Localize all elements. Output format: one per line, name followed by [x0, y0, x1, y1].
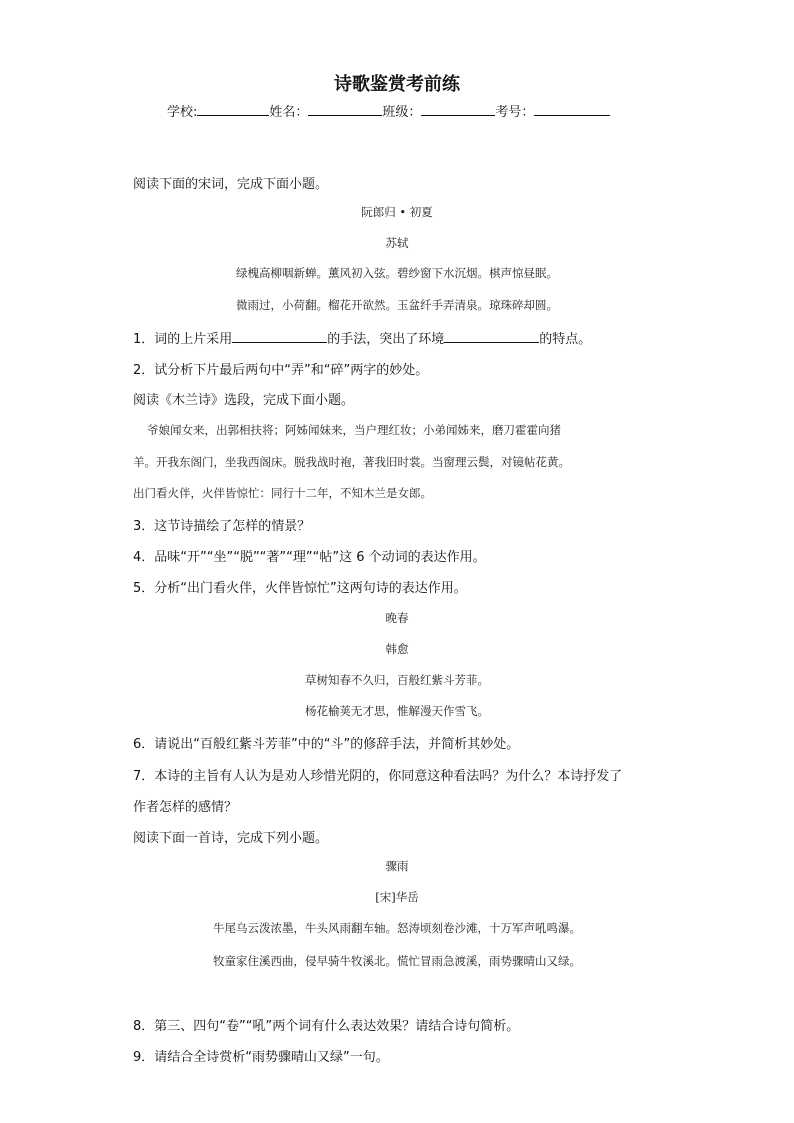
question-2: 2．试分析下片最后两句中“弄”和“碎”两字的妙处。: [133, 363, 429, 378]
poem-1-title: 阮郎归 • 初夏: [361, 205, 433, 219]
name-label: 姓名：: [269, 105, 309, 120]
poem-3-line-2: 牧童家住溪西曲，侵早骑牛牧溪北。慌忙冒雨急渡溪，雨势骤晴山又绿。: [213, 954, 581, 968]
class-label: 班级：: [382, 105, 422, 120]
class-blank[interactable]: [421, 103, 495, 116]
answer-blank-environment[interactable]: [444, 330, 539, 343]
question-1-part-b: 的手法，突出了环境: [327, 332, 445, 347]
poem-3-title: 骤雨: [385, 859, 409, 873]
student-info-line: [167, 101, 610, 120]
question-1-part-a: 1．词的上片采用: [133, 332, 233, 347]
name-blank[interactable]: [308, 103, 382, 116]
question-7-line-1: 7．本诗的主旨有人认为是劝人珍惜光阴的，你同意这种看法吗？为什么？本诗抒发了: [133, 769, 623, 784]
mulan-line-3: 出门看火伴，火伴皆惊忙：同行十二年，不知木兰是女郎。: [133, 486, 432, 500]
question-9: 9．请结合全诗赏析“雨势骤晴山又绿”一句。: [133, 1050, 389, 1065]
mulan-line-1: 爷娘闻女来，出郭相扶将；阿姊闻妹来，当户理红妆；小弟闻姊来，磨刀霍霍向猪: [147, 423, 561, 437]
intro-2: 阅读《木兰诗》选段，完成下面小题。: [133, 393, 355, 408]
question-8: 8．第三、四句“卷”“吼”两个词有什么表达效果？请结合诗句简析。: [133, 1019, 520, 1034]
question-6: 6．请说出“百般红紫斗芳菲”中的“斗”的修辞手法，并简析其妙处。: [133, 737, 520, 752]
intro-1: 阅读下面的宋词，完成下面小题。: [133, 177, 329, 192]
intro-3: 阅读下面一首诗，完成下列小题。: [133, 831, 329, 846]
poem-3-author: [宋]华岳: [375, 890, 419, 904]
poem-3-line-1: 牛尾乌云泼浓墨，牛头风雨翻车轴。怒涛顷刻卷沙滩，十万军声吼鸣瀑。: [213, 921, 581, 935]
exam-number-blank[interactable]: [534, 103, 610, 116]
poem-1-line-1: 绿槐高柳咽新蝉。薰风初入弦。碧纱窗下水沉烟。棋声惊昼眠。: [236, 266, 558, 280]
poem-2-line-2: 杨花榆荚无才思，惟解漫天作雪飞。: [305, 704, 489, 718]
question-1: [133, 328, 591, 347]
school-blank[interactable]: [197, 103, 269, 116]
poem-1-author: 苏轼: [385, 236, 409, 250]
question-3: 3．这节诗描绘了怎样的情景？: [133, 519, 311, 534]
answer-blank-technique[interactable]: [232, 330, 327, 343]
page-title: 诗歌鉴赏考前练: [334, 74, 460, 95]
exam-number-label: 考号：: [495, 105, 535, 120]
poem-2-title: 晚春: [385, 611, 409, 625]
school-label: 学校:: [167, 105, 198, 120]
poem-2-author: 韩愈: [385, 642, 409, 656]
question-1-part-c: 的特点。: [539, 332, 592, 347]
question-5: 5．分析“出门看火伴，火伴皆惊忙”这两句诗的表达作用。: [133, 581, 467, 596]
question-4: 4．品味“开”“坐”“脱”“著”“理”“帖”这 6 个动词的表达作用。: [133, 550, 486, 565]
poem-1-line-2: 微雨过，小荷翻。榴花开欲然。玉盆纤手弄清泉。琼珠碎却圆。: [236, 298, 558, 312]
question-7-line-2: 作者怎样的感情？: [133, 800, 238, 815]
mulan-line-2: 羊。开我东阁门，坐我西阁床。脱我战时袍，著我旧时裳。当窗理云鬓，对镜帖花黄。: [133, 455, 570, 469]
poem-2-line-1: 草树知春不久归，百般红紫斗芳菲。: [305, 673, 489, 687]
